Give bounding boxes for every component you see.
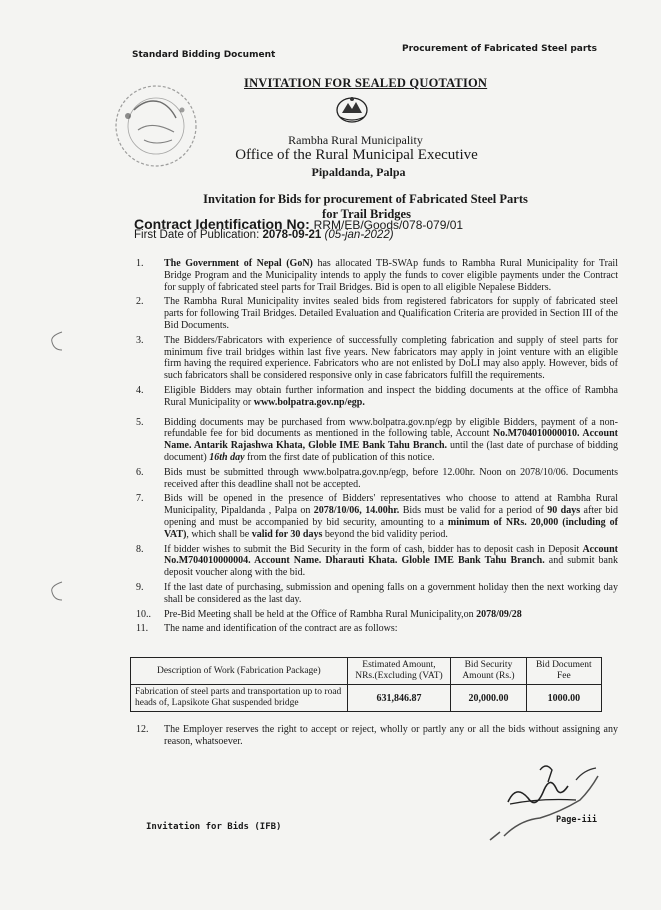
item-text: The Bidders/Fabricators with experience of successfully completing fabrication and supply of steel parts for minimum five trail bridges within last five years. New fabricators may apply in joint venture with an eligible firm having the required experience. Fabricators who are not enlisted by DoLI may also apply. However, bids of such fabricators shall be considered responsive only in case fabricators fulfill the requirements. [164, 334, 618, 382]
table-header: Bid Document Fee [526, 658, 601, 685]
item-valid: valid for 30 days [251, 528, 323, 540]
item-days: 16th day [209, 451, 245, 463]
table-header: Estimated Amount, NRs.(Excluding (VAT) [347, 658, 451, 685]
contract-table [130, 657, 602, 712]
item-minimum: minimum of NRs. 20,000 (including of VAT) [164, 516, 619, 540]
item-date: 2078/09/28 [476, 608, 522, 620]
org-location: Pipaldanda, Palpa [311, 165, 406, 179]
item-number: 11. [136, 623, 149, 635]
page-number: Page-iii [556, 815, 597, 825]
table-header: Bid Security Amount (Rs.) [451, 658, 526, 685]
list-item [136, 335, 618, 382]
item-text: Bids will be opened in the presence of Bidders' representatives who choose to attend at Rambha Rural Municipality, Pipaldanda , Palpa on [164, 493, 618, 517]
publication-date-value: 2078-09-21 [262, 229, 322, 241]
item-link: www.bolpatra.gov.np/egp. [253, 396, 365, 408]
item-text: from the first date of publication of this notice. [244, 451, 435, 463]
item-number: 4. [136, 384, 144, 396]
item-text: The Employer reserves the right to accept or reject, wholly or partly any or all the bids without assigning any reason, whatsoever. [164, 724, 618, 747]
item-text: The name and identification of the contract are as follows: [164, 623, 398, 635]
list-item [136, 609, 618, 621]
item-number: 12. [136, 724, 149, 735]
item-validity: 90 days [547, 505, 581, 517]
item-number: 9. [136, 581, 144, 593]
table-header-row [131, 658, 602, 685]
item-text: after bid opening and must be accompanied by bid security, amounting to a [164, 505, 619, 528]
item-date: 2078/10/06, 14.00hr. [313, 505, 400, 517]
table-row [131, 685, 602, 712]
list-item [136, 296, 618, 331]
item-text: Bids must be valid for a period of [399, 505, 548, 517]
list-item [136, 385, 618, 409]
list-item [136, 417, 618, 464]
table-header: Description of Work (Fabrication Package) [131, 658, 348, 685]
page-title: INVITATION FOR SEALED QUOTATION [244, 76, 488, 90]
list-item [136, 493, 618, 540]
signature-icon [480, 740, 610, 850]
punch-hole-icon [48, 330, 66, 352]
list-item [136, 582, 618, 606]
subject-line-2: for Trail Bridges [322, 207, 411, 221]
header-right: Procurement of Fabricated Steel parts [402, 44, 597, 54]
table-cell: 20,000.00 [451, 685, 526, 712]
publication-label: First Date of Publication: [134, 229, 260, 241]
item-number: 8. [136, 543, 144, 555]
item-text-bold: The Government of Nepal (GoN) [164, 258, 313, 269]
item-text: Pre-Bid Meeting shall be held at the Office of Rambha Rural Municipality,on [164, 608, 477, 620]
table-cell: Fabrication of steel parts and transportation up to road heads of, Lapsikote Ghat suspended bridge [131, 685, 348, 712]
publication-date-en: (05-jan-2022) [324, 229, 394, 241]
item-text: Bids must be submitted through www.bolpatra.gov.np/egp, before 12.00hr. Noon on 2078/10/06. Documents received after this deadline shall not be accepted. [164, 466, 618, 490]
item-text: and submit bank deposit voucher along with the bid. [164, 555, 618, 579]
table-cell: 1000.00 [526, 685, 601, 712]
emblem-icon [334, 95, 370, 125]
item-account: Account No.M704010000004. Account Name. Dharauti Khata. Globle IME Bank Tahu Branch. [164, 543, 618, 567]
item-text: beyond the bid validity period. [322, 528, 448, 540]
item-text: Eligible Bidders may obtain further information and inspect the bidding documents at the office of Rambha Rural Municipality or [164, 384, 618, 408]
item-text: has allocated TB-SWAp funds to Rambha Rural Municipality for Trail Bridge Program and the Municipality intends to apply the funds to cover eligible payments under the Contract for supply of fabricated steel parts for Trail Bridges. Bid is open to all eligible Nepalese Bidders. [164, 258, 618, 293]
list-item [136, 258, 618, 293]
punch-hole-icon [48, 580, 66, 602]
list-item [136, 623, 618, 635]
publication-date [134, 229, 394, 241]
item-number: 5. [136, 416, 144, 428]
org-name: Rambha Rural Municipality [288, 133, 423, 147]
item-text: until the (last date of purchase of bidding document) [164, 440, 618, 463]
item-number: 2. [136, 296, 144, 308]
contract-id-value: RRM/EB/Goods/078-079/01 [313, 218, 464, 232]
item-text: , which shall be [186, 528, 252, 540]
contract-id-label: Contract Identification No: [134, 216, 310, 232]
item-text: The Rambha Rural Municipality invites sealed bids from registered fabricators for supply of fabricated steel parts for following Trail Bridges. Detailed Evaluation and Qualification Criteria are provided in Section III of the Bid Documents. [164, 296, 618, 331]
item-number: 10.. [136, 608, 151, 620]
item-number: 6. [136, 466, 144, 478]
footer-left: Invitation for Bids (IFB) [146, 822, 282, 832]
list-item [136, 544, 618, 579]
item-number: 1. [136, 258, 144, 269]
item-text: If the last date of purchasing, submission and opening falls on a government holiday then the next working day shall be considered as the last day. [164, 581, 618, 605]
org-office: Office of the Rural Municipal Executive [235, 147, 478, 163]
item-text: Bidding documents may be purchased from www.bolpatra.gov.np/egp by eligible Bidders, payment of a non-refundable fee for bid documents as mentioned in the following table, Account [164, 416, 618, 440]
item-text: If bidder wishes to submit the Bid Security in the form of cash, bidder has to deposit cash in Deposit [164, 543, 583, 555]
table-cell: 631,846.87 [347, 685, 451, 712]
item-account: No.M704010000010. Account Name. Antarik Rajashwa Khata, Globle IME Bank Tahu Branch. [164, 428, 618, 452]
list-item [136, 467, 618, 491]
items-list [136, 258, 618, 638]
item-number: 3. [136, 334, 144, 346]
item-number: 7. [136, 493, 144, 505]
header-left: Standard Bidding Document [132, 50, 276, 60]
subject-line-1: Invitation for Bids for procurement of Fabricated Steel Parts [203, 192, 528, 206]
